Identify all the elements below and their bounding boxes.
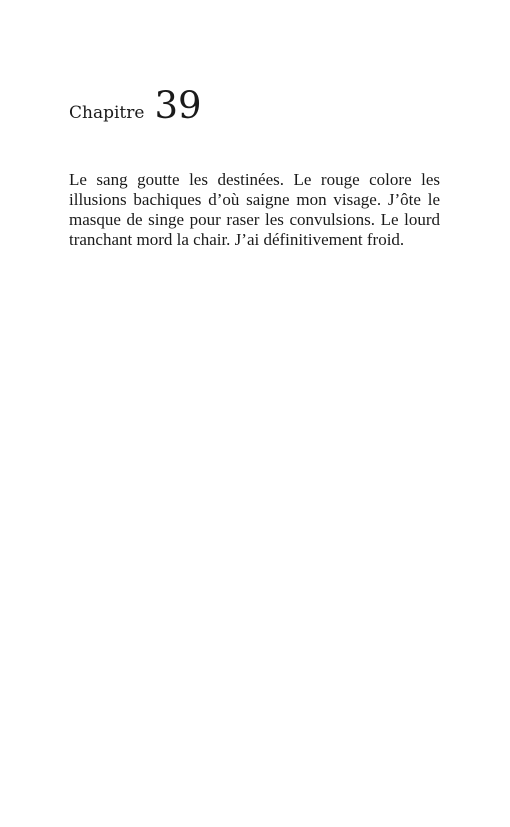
chapter-number: 39	[154, 84, 202, 127]
chapter-heading	[69, 84, 202, 127]
chapter-paragraph: Le sang goutte les destinées. Le rouge colore les illusions bachiques d’où saigne mon visage. J’ôte le masque de singe pour raser les convulsions. Le lourd tranchant mord la chair. J’ai définitivement froid.	[69, 170, 440, 249]
chapter-label: Chapitre	[69, 103, 145, 123]
